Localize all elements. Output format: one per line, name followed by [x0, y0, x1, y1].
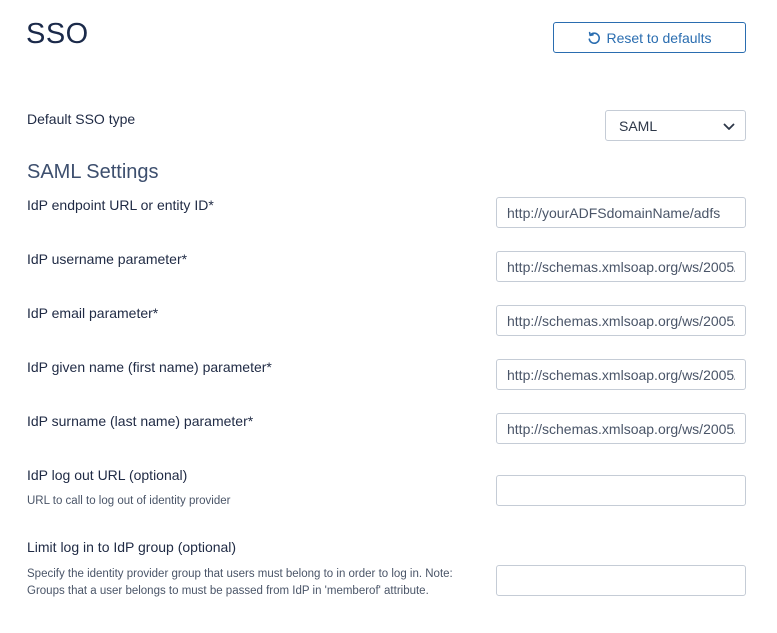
saml-settings-heading: SAML Settings [27, 161, 159, 183]
idp-email-label: IdP email parameter* [27, 305, 159, 321]
page-title: SSO [26, 18, 89, 50]
idp-surname-input[interactable] [496, 413, 746, 444]
chevron-down-icon [723, 118, 735, 134]
reset-icon [587, 31, 601, 45]
idp-logout-url-hint: URL to call to log out of identity provider [27, 495, 231, 507]
idp-username-input[interactable] [496, 251, 746, 282]
default-sso-type-select[interactable] [605, 110, 746, 141]
idp-logout-url-label: IdP log out URL (optional) [27, 467, 188, 483]
reset-button-label: Reset to defaults [606, 29, 712, 46]
idp-surname-label: IdP surname (last name) parameter* [27, 413, 254, 429]
idp-given-name-label: IdP given name (first name) parameter* [27, 359, 272, 375]
default-sso-type-label: Default SSO type [27, 111, 136, 127]
default-sso-type-value: SAML [619, 117, 658, 134]
reset-to-defaults-button[interactable] [553, 22, 746, 53]
idp-username-label: IdP username parameter* [27, 251, 188, 267]
idp-group-label: Limit log in to IdP group (optional) [27, 539, 237, 555]
idp-email-input[interactable] [496, 305, 746, 336]
idp-given-name-input[interactable] [496, 359, 746, 390]
idp-endpoint-label: IdP endpoint URL or entity ID* [27, 197, 214, 213]
idp-group-hint: Specify the identity provider group that users must belong to in order to log in. Note: Groups that a user belongs to must be passed from IdP in 'memberof' attribute. [27, 568, 453, 597]
idp-group-input[interactable] [496, 565, 746, 596]
idp-endpoint-input[interactable] [496, 197, 746, 228]
idp-logout-url-input[interactable] [496, 475, 746, 506]
